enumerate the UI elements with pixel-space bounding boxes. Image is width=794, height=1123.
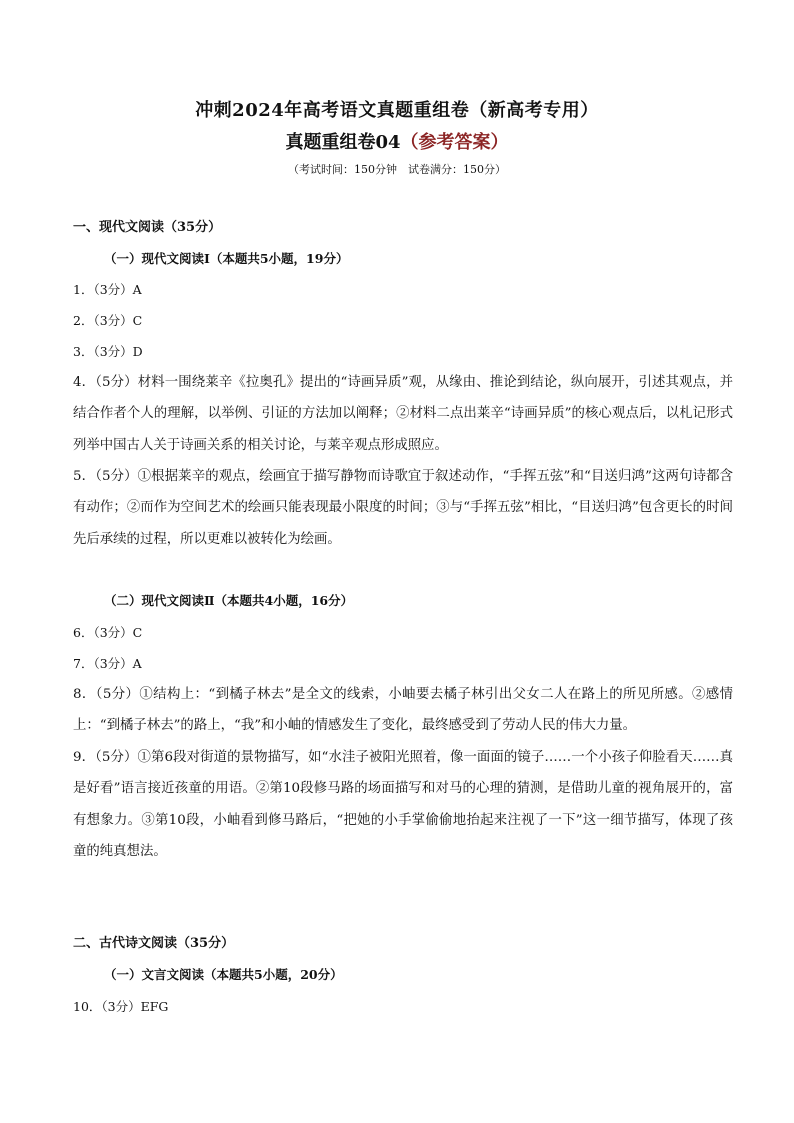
subtitle-accent: （参考答案）: [400, 132, 509, 153]
answer-item: 1．（3分）A: [73, 282, 142, 297]
answer-paragraph: 5．（5分）①根据莱辛的观点，绘画宜于描写静物而诗歌宜于叙述动作，“手挥五弦”和“目送归鸿”这两句诗都含有动作；②而作为空间艺术的绘画只能表现最小限度的时间；③与“手挥五弦”相比，“目送归鸿”包含更长的时间先后承续的过程，所以更难以被转化为绘画。: [73, 469, 733, 547]
section-heading: 二、古代诗文阅读（35分）: [73, 936, 235, 951]
exam-info: （考试时间：150分钟 试卷满分：150分）: [288, 163, 506, 176]
answer-item: 7．（3分）A: [73, 656, 142, 671]
section-heading: 一、现代文阅读（35分）: [73, 220, 222, 235]
answer-item: 2．（3分）C: [73, 313, 143, 328]
subsection-heading: （一）文言文阅读（本题共5小题，20分）: [104, 967, 343, 982]
subsection-heading: （二）现代文阅读Ⅱ（本题共4小题，16分）: [104, 593, 354, 608]
page-subtitle: [0, 128, 794, 154]
answer-item: 10．（3分）EFG: [73, 999, 169, 1014]
subsection-heading: （一）现代文阅读Ⅰ（本题共5小题，19分）: [104, 251, 349, 266]
answer-item: 6．（3分）C: [73, 625, 143, 640]
page-title: 冲刺2024年高考语文真题重组卷（新高考专用）: [195, 100, 599, 121]
answer-paragraph: 9．（5分）①第6段对街道的景物描写，如“水洼子被阳光照着，像一面面的镜子……一个小孩子仰脸看天……真是好看”语言接近孩童的用语。②第10段修马路的场面描写和对马的心理的猜测，是借助儿童的视角展开的，富有想象力。③第10段，小岫看到修马路后，“把她的小手掌偷偷地抬起来注视了一下”这一细节描写，体现了孩童的纯真想法。: [73, 750, 733, 859]
answer-paragraph: 8．（5分）①结构上：“到橘子林去”是全文的线索，小岫要去橘子林引出父女二人在路上的所见所感。②感情上：“到橘子林去”的路上，“我”和小岫的情感发生了变化，最终感受到了劳动人民的伟大力量。: [73, 687, 733, 734]
subtitle-main: 真题重组卷04: [285, 132, 401, 153]
answer-item: 3．（3分）D: [73, 344, 143, 359]
answer-paragraph: 4．（5分）材料一围绕莱辛《拉奥孔》提出的“诗画异质”观，从缘由、推论到结论，纵向展开，引述其观点，并结合作者个人的理解，以举例、引证的方法加以阐释；②材料二点出莱辛“诗画异质”的核心观点后，以札记形式列举中国古人关于诗画关系的相关讨论，与莱辛观点形成照应。: [73, 375, 733, 453]
